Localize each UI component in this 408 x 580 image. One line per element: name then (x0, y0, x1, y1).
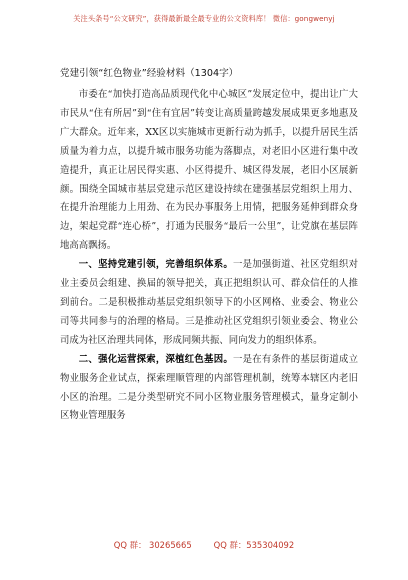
qq-footer (0, 539, 408, 551)
paragraph-text: 市委在“加快打造高品质现代化中心城区”发展定位中，提出让广大市民从“住有所居”到“住有宜居”转变让高质量跨越发展成果更多地惠及广大群众。近年来，XX区以实施城市更新行动为抓手，以提升居民生活质量为着力点，以提升城市服务功能为落脚点，对老旧小区进行集中改造提升，真正让居民得实惠、小区得提升、城区得发展，老旧小区展新颜。围绕全国城市基层党建示范区建设持续在建强基层党组织上用力、在提升治理能力上用劲、在为民办事服务上用情，把服务延伸到群众身边，架起党群“连心桥”，打通为民服务“最后一公里”，让党旗在基层阵地高高飘扬。 (60, 89, 358, 252)
paragraph-text: 一是加强街道、社区党组织对业主委员会组建、换届的领导把关，真正把组织认可、群众信任的人推到前台。二是积极推动基层党组织领导下的小区网格、业委会、物业公司等共同参与的治理的格局。三是推动社区党组织引领业委会、物业公司成为社区治理共同体，形成同频共振、同向发力的组织体系。 (60, 259, 358, 346)
paragraph-text: 一是在有条件的基层街道成立物业服务企业试点，探索理顺管理的内部管理机制，统筹本辖区内老旧小区的治理。二是分类型研究不同小区物业服务管理模式，量身定制小区物业管理服务 (60, 353, 358, 422)
document-title: 党建引领“红色物业”经验材料（1304字） (60, 68, 239, 79)
paragraph-section-1 (60, 256, 358, 351)
section-heading: 二、强化运营探索，深植红色基因。 (78, 353, 233, 365)
qq-group-2: QQ 群：535304092 (213, 540, 295, 550)
section-heading: 一、坚持党建引领，完善组织体系。 (78, 259, 233, 271)
promo-header: 关注头条号“公文研究”，获得最新最全最专业的公文资料库！ 微信：gongwenyj (73, 14, 335, 23)
qq-group-1: QQ 群： 30265665 (113, 540, 192, 550)
paragraph-intro (60, 86, 358, 256)
document-body (60, 86, 358, 426)
paragraph-section-2 (60, 351, 358, 427)
